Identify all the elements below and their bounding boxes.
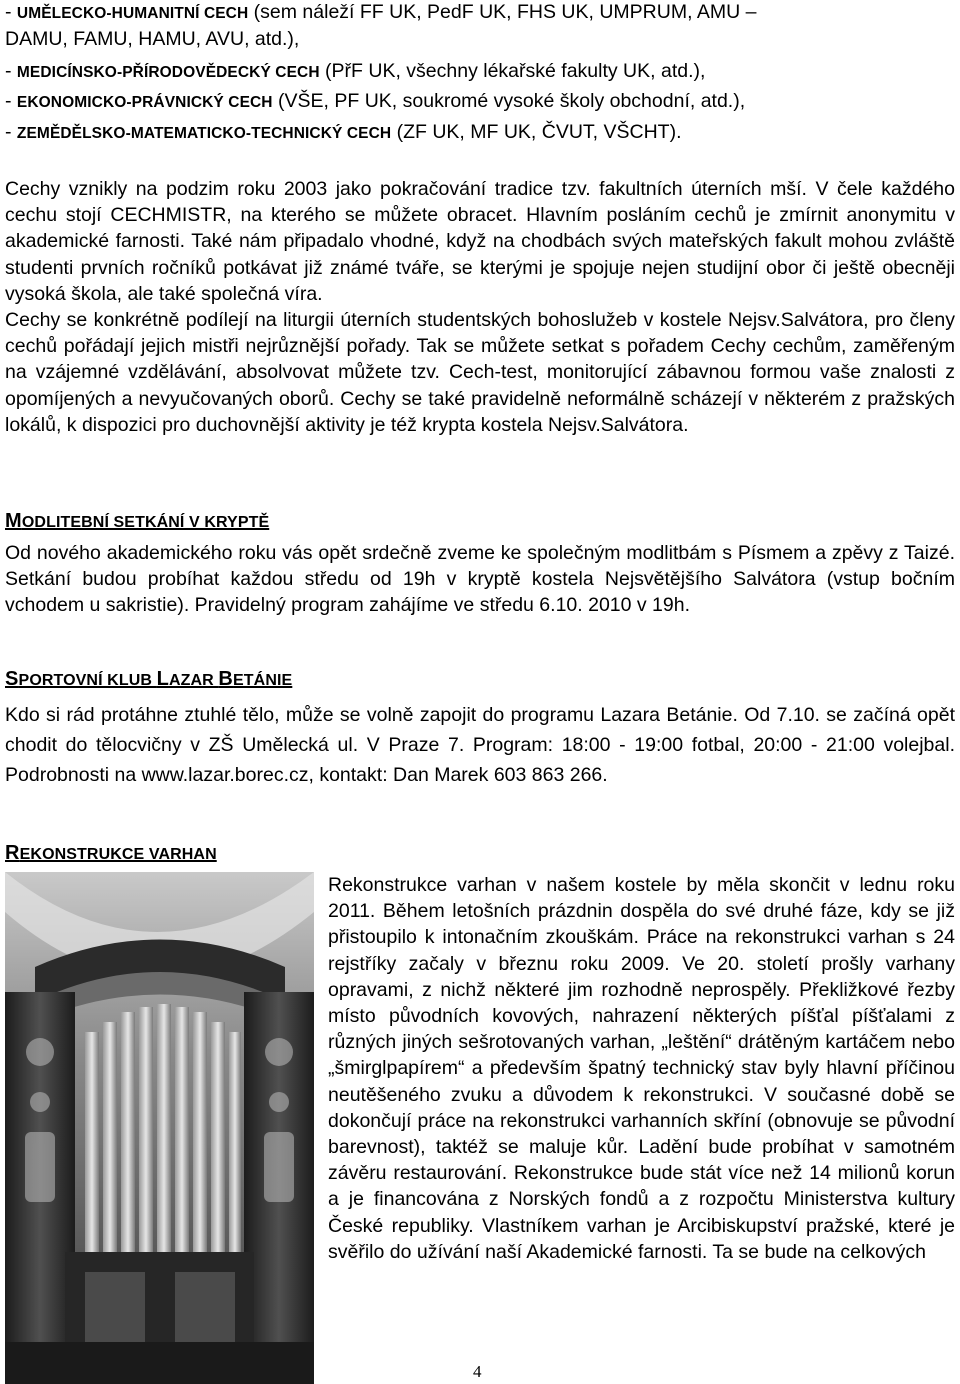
faculty-detail: (sem náleží FF UK, PedF UK, FHS UK, UMPRUM, AMU –	[248, 1, 757, 23]
list-dash: -	[5, 60, 17, 82]
faculty-detail: (VŠE, PF UK, soukromé vysoké školy obchodní, atd.),	[272, 90, 746, 112]
heading-initial: S	[5, 668, 19, 690]
heading-initial: L	[156, 668, 169, 690]
heading-initial: M	[5, 510, 22, 532]
faculty-line-3	[5, 58, 705, 86]
list-dash: -	[5, 1, 17, 23]
faculty-detail: DAMU, FAMU, HAMU, AVU, atd.),	[5, 28, 300, 50]
page-number: 4	[473, 1362, 482, 1381]
heading-text: EKONSTRUKCE VARHAN	[19, 846, 217, 863]
faculty-line-4	[5, 88, 745, 116]
list-dash: -	[5, 90, 17, 112]
heading-initial: B	[218, 668, 234, 690]
cechy-section	[5, 176, 955, 438]
section-heading-varhany	[5, 842, 217, 865]
faculty-line-5	[5, 119, 682, 147]
list-dash: -	[5, 121, 17, 143]
section-heading-sport	[5, 668, 292, 691]
faculty-name: ZEMĚDĚLSKO-MATEMATICKO-TECHNICKÝ CECH	[16, 125, 392, 142]
faculty-name: MEDICÍNSKO-PŘÍRODOVĚDECKÝ CECH	[16, 64, 320, 81]
heading-text: PORTOVNÍ KLUB	[18, 672, 157, 689]
organ-photo-drawing	[5, 872, 314, 1384]
organ-photo	[5, 872, 314, 1384]
faculty-name: UMĚLECKO-HUMANITNÍ CECH	[16, 5, 249, 22]
modlitebni-paragraph: Od nového akademického roku vás opět srdečně zveme ke společným modlitbám s Písmem a zpěvy z Taizé. Setkání budou probíhat každou středu od 19h v kryptě kostela Nejsvětějšího Salvátora (vstup bočním vchodem u sakristie). Pravidelný program zahájíme ve středu 6.10. 2010 v 19h.	[5, 542, 955, 617]
varhany-section	[328, 872, 955, 1265]
heading-initial: R	[5, 842, 20, 864]
cechy-paragraph: Cechy vznikly na podzim roku 2003 jako pokračování tradice tzv. fakultních úterních mší. V čele každého cechu stojí CECHMISTR, na kterého se můžete obracet. Hlavním posláním cechů je zmírnit anonymitu v akademické farnosti. Také nám připadalo vhodné, když na chodbách svých mateřských fakult mohou zvláště studenti prvních ročníků potkávat již známé tváře, se kterými je spojuje nejen studijní obor či ještě obecněji vysoká škola, ale také společná víra.	[5, 178, 955, 305]
varhany-paragraph: Rekonstrukce varhan v našem kostele by měla skončit v lednu roku 2011. Během letošních prázdnin dospěla do své druhé fáze, kdy se již přistoupilo k intonačním zkouškám. Práce na rekonstrukci varhan s 24 rejstříky začaly v březnu roku 2009. Ve 20. století prošly varhany opravami, z nichž některé jim rozhodně neprospěly. Překližkové řezby místo původních kovových, nahrazení některých píšťal píšťalami z různých jiných sešrotovaných varhan, „leštění“ drátěným kartáčem nebo „šmirglpapírem“ a především špatný technický stav byly hlavní příčinou neutěšeného zvuku a důvodem k rekonstrukci. V současné době se dokončují práce na rekonstrukci varhanních skříní (obnovuje se původní barevnost), taktéž se maluje kůr. Ladění bude probíhat v samotném závěru restaurování. Rekonstrukce bude stát více než 14 milionů korun a je financována z Norských fondů a z rozpočtu Ministerstva kultury České republiky. Vlastníkem varhan je Arcibiskupství pražské, které je svěřilo do užívání naší Akademické farnosti. Ta se bude na celkových	[328, 874, 955, 1263]
faculty-detail: (ZF UK, MF UK, ČVUT, VŠCHT).	[391, 121, 682, 143]
cechy-paragraph: Cechy se konkrétně podílejí na liturgii úterních studentských bohoslužeb v kostele Nejsv.Salvátora, pro členy cechů pořádají jejich mistři nejrůznější pořady. Tak se můžete setkat s pořadem Cechy cechům, zaměřeným na vzájemné vzdělávání, absolvovat můžete tzv. Cech-test, monitorující zábavnou formou vaše znalosti z opomíjených a nevyučovaných oborů. Cechy se také pravidelně neformálně scházejí v některém z pražských lokálů, k dispozici pro duchovnější aktivity je též krypta kostela Nejsv.Salvátora.	[5, 309, 955, 436]
heading-text: ETÁNIE	[233, 672, 293, 689]
faculty-line-1	[5, 0, 756, 27]
modlitebni-section	[5, 540, 955, 619]
heading-text: ODLITEBNÍ SETKÁNÍ V KRYPTĚ	[21, 514, 270, 531]
faculty-line-2	[5, 26, 299, 52]
sport-section	[5, 700, 955, 790]
faculty-name: EKONOMICKO-PRÁVNICKÝ CECH	[16, 94, 273, 111]
faculty-detail: (PřF UK, všechny lékařské fakulty UK, atd.),	[319, 60, 706, 82]
section-heading-modlitebni	[5, 510, 269, 533]
heading-text: AZAR	[168, 672, 219, 689]
sport-paragraph: Kdo si rád protáhne ztuhlé tělo, může se volně zapojit do programu Lazara Betánie. Od 7.10. se začíná opět chodit do tělocvičny v ZŠ Umělecká ul. V Praze 7. Program: 18:00 - 19:00 fotbal, 20:00 - 21:00 volejbal. Podrobnosti na www.lazar.borec.cz, kontakt: Dan Marek 603 863 266.	[5, 704, 955, 786]
